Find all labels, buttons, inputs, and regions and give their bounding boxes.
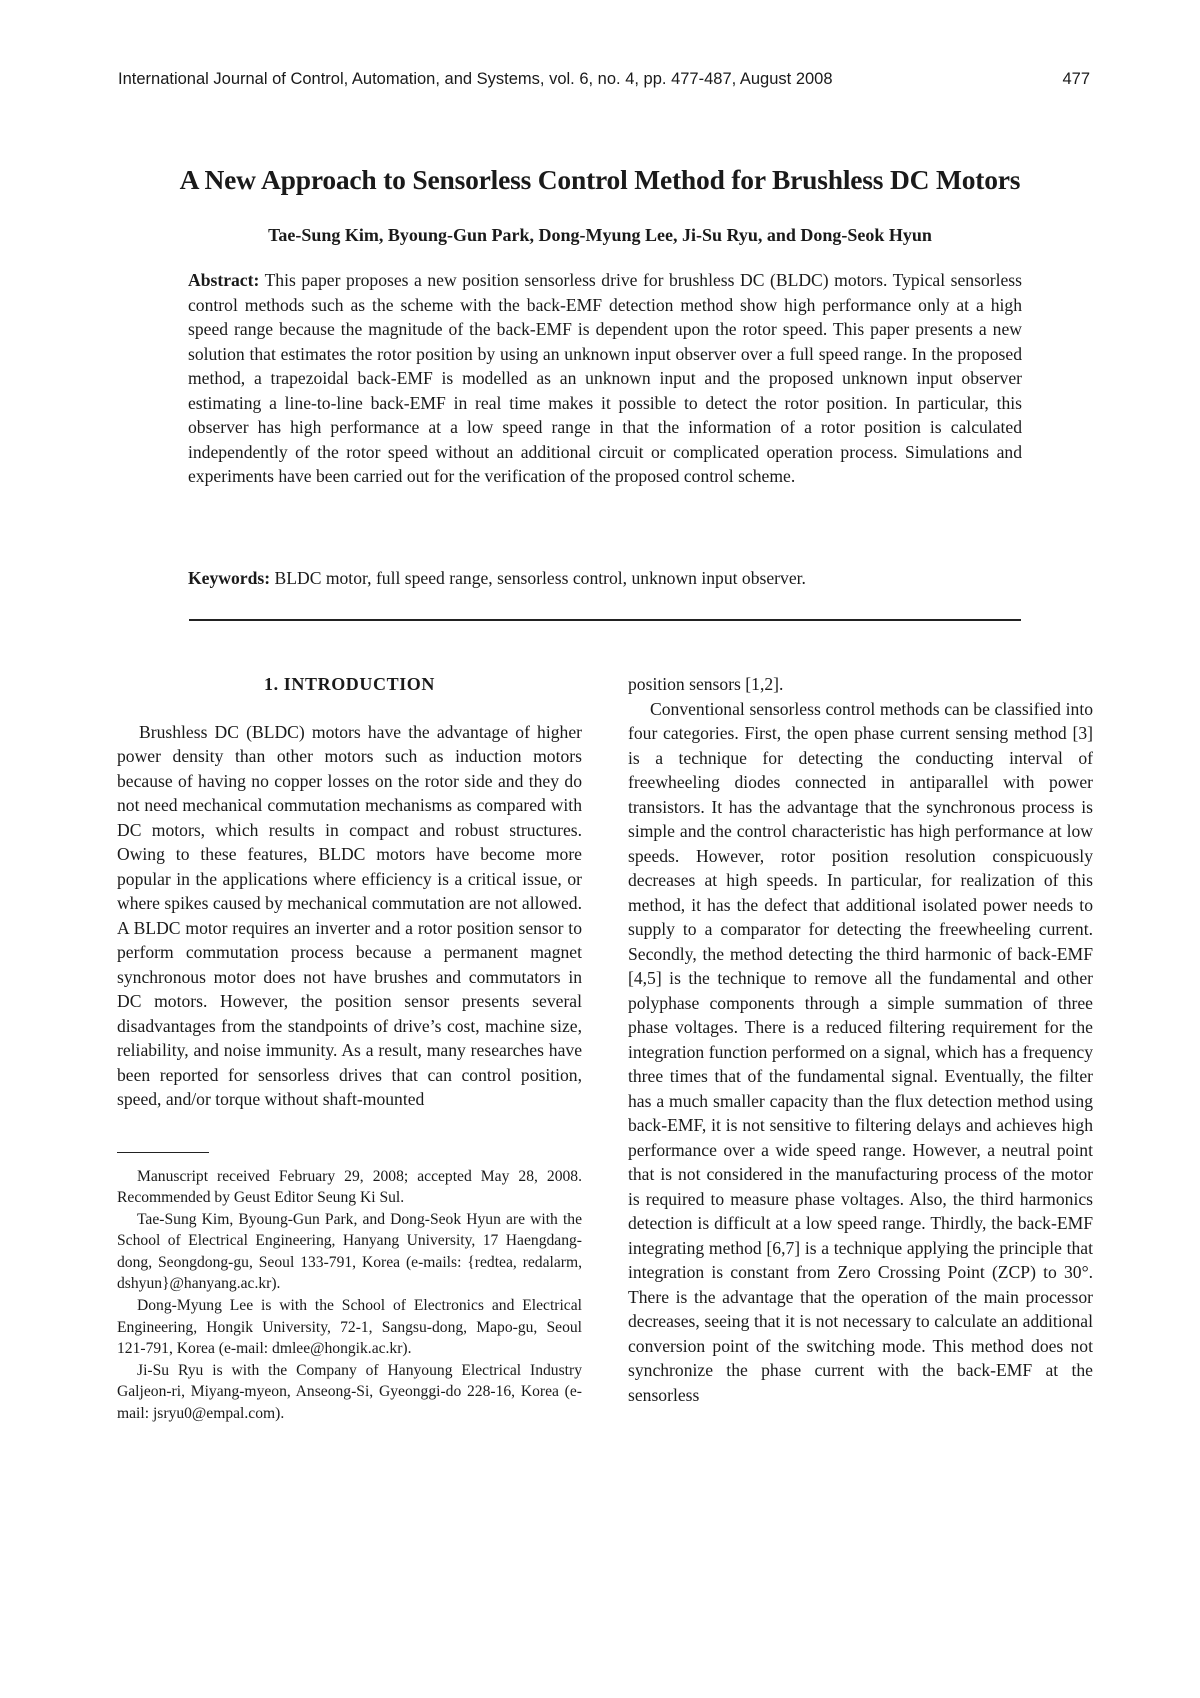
footnote-affiliation-hanyoung: Ji-Su Ryu is with the Company of Hanyoung Electrical Industry Galjeon-ri, Miyang-myeon, Anseong-Si, Gyeonggi-do 228-16, Korea (e-mail: jsryu0@empal.com). xyxy=(117,1361,582,1423)
author-list: Tae-Sung Kim, Byoung-Gun Park, Dong-Myung Lee, Ji-Su Ryu, and Dong-Seok Hyun xyxy=(268,225,932,245)
right-column xyxy=(628,672,1093,1407)
abstract-label: Abstract: xyxy=(188,270,260,290)
footnote-rule xyxy=(117,1152,209,1153)
introduction-continuation: position sensors [1,2]. xyxy=(628,674,784,694)
paper-title: A New Approach to Sensorless Control Method for Brushless DC Motors xyxy=(179,164,1021,195)
footnote-affiliation-hanyang: Tae-Sung Kim, Byoung-Gun Park, and Dong-Seok Hyun are with the School of Electrical Engineering, Hanyang University, 17 Haengdang-dong, Seongdong-gu, Seoul 133-791, Korea (e-mails: {redtea, redalarm, dshyun}@hanyang.ac.kr). xyxy=(117,1210,582,1293)
keywords-label: Keywords: xyxy=(188,568,271,588)
introduction-paragraph-2: Conventional sensorless control methods can be classified into four categories. First, the open phase current sensing method [3] is a technique for detecting the conducting interval of freewheeling diodes connected in antiparallel with power transistors. It has the advantage that the synchronous process is simple and the control characteristic has high performance at low speeds. However, rotor position resolution conspicuously decreases at high speeds. In particular, for realization of this method, it has the defect that additional isolated power needs to supply to a comparator for detecting the freewheeling current. Secondly, the method detecting the third harmonic of back-EMF [4,5] is the technique to remove all the fundamental and other polyphase components through a simple summation of three phase voltages. There is a reduced filtering requirement for the integration function performed on a signal, which has a frequency three times that of the fundamental signal. Eventually, the filter has a much smaller capacity than the flux detection method using back-EMF, it is not sensitive to filtering delays and achieves high performance over a wide speed range. However, a neutral point that is not considered in the manufacturing process of the motor is required to measure phase voltages. Also, the third harmonics detection is difficult at a low speed range. Thirdly, the back-EMF integrating method [6,7] is a technique applying the principle that integration is constant from Zero Crossing Point (ZCP) to 30°. There is the advantage that the operation of the main processor decreases, seeing that it is not necessary to calculate an additional conversion point of the switching mode. This method does not synchronize the phase current with the back-EMF at the sensorless xyxy=(628,698,1093,1405)
footnote-manuscript: Manuscript received February 29, 2008; accepted May 28, 2008. Recommended by Geust Editor Seung Ki Sul. xyxy=(117,1167,582,1207)
introduction-paragraph-1: Brushless DC (BLDC) motors have the advantage of higher power density than other motors such as induction motors because of having no copper losses on the rotor side and they do not need mechanical commutation mechanisms as compared with DC motors, which results in compact and robust structures. Owing to these features, BLDC motors have become more popular in the applications where efficiency is a critical issue, or where spikes caused by mechanical commutation are not allowed. A BLDC motor requires an inverter and a rotor position sensor to perform commutation process because a permanent magnet synchronous motor does not have brushes and commutators in DC motors. However, the position sensor presents several disadvantages from the standpoints of drive’s cost, machine size, reliability, and noise immunity. As a result, many researches have been reported for sensorless drives that can control position, speed, and/or torque without shaft-mounted xyxy=(117,721,582,1109)
keywords xyxy=(188,566,1022,591)
section-divider xyxy=(189,619,1021,621)
left-column xyxy=(117,672,582,1425)
abstract xyxy=(188,268,1022,489)
abstract-text: This paper proposes a new position sensorless drive for brushless DC (BLDC) motors. Typical sensorless control methods such as the scheme with the back-EMF detection method show high performance only at a high speed range because the magnitude of the back-EMF is dependent upon the rotor speed. This paper presents a new solution that estimates the rotor position by using an unknown input observer over a full speed range. In the proposed method, a trapezoidal back-EMF is modelled as an unknown input and the proposed unknown input observer estimating a line-to-line back-EMF in real time makes it possible to detect the rotor position. In particular, this observer has high performance at a low speed range in that the information of a rotor position is calculated independently of the rotor speed without an additional circuit or complicated operation process. Simulations and experiments have been carried out for the verification of the proposed control scheme. xyxy=(188,270,1022,486)
running-header xyxy=(118,70,1090,89)
footnote-affiliation-hongik: Dong-Myung Lee is with the School of Electronics and Electrical Engineering, Hongik University, 72-1, Sangsu-dong, Mapo-gu, Seoul 121-791, Korea (e-mail: dmlee@hongik.ac.kr). xyxy=(117,1297,582,1358)
journal-citation: International Journal of Control, Automation, and Systems, vol. 6, no. 4, pp. 477-487, August 2008 xyxy=(118,70,833,88)
page-number: 477 xyxy=(1062,70,1090,88)
keywords-text: BLDC motor, full speed range, sensorless control, unknown input observer. xyxy=(274,568,806,588)
section-heading-introduction: 1. INTRODUCTION xyxy=(263,674,436,694)
